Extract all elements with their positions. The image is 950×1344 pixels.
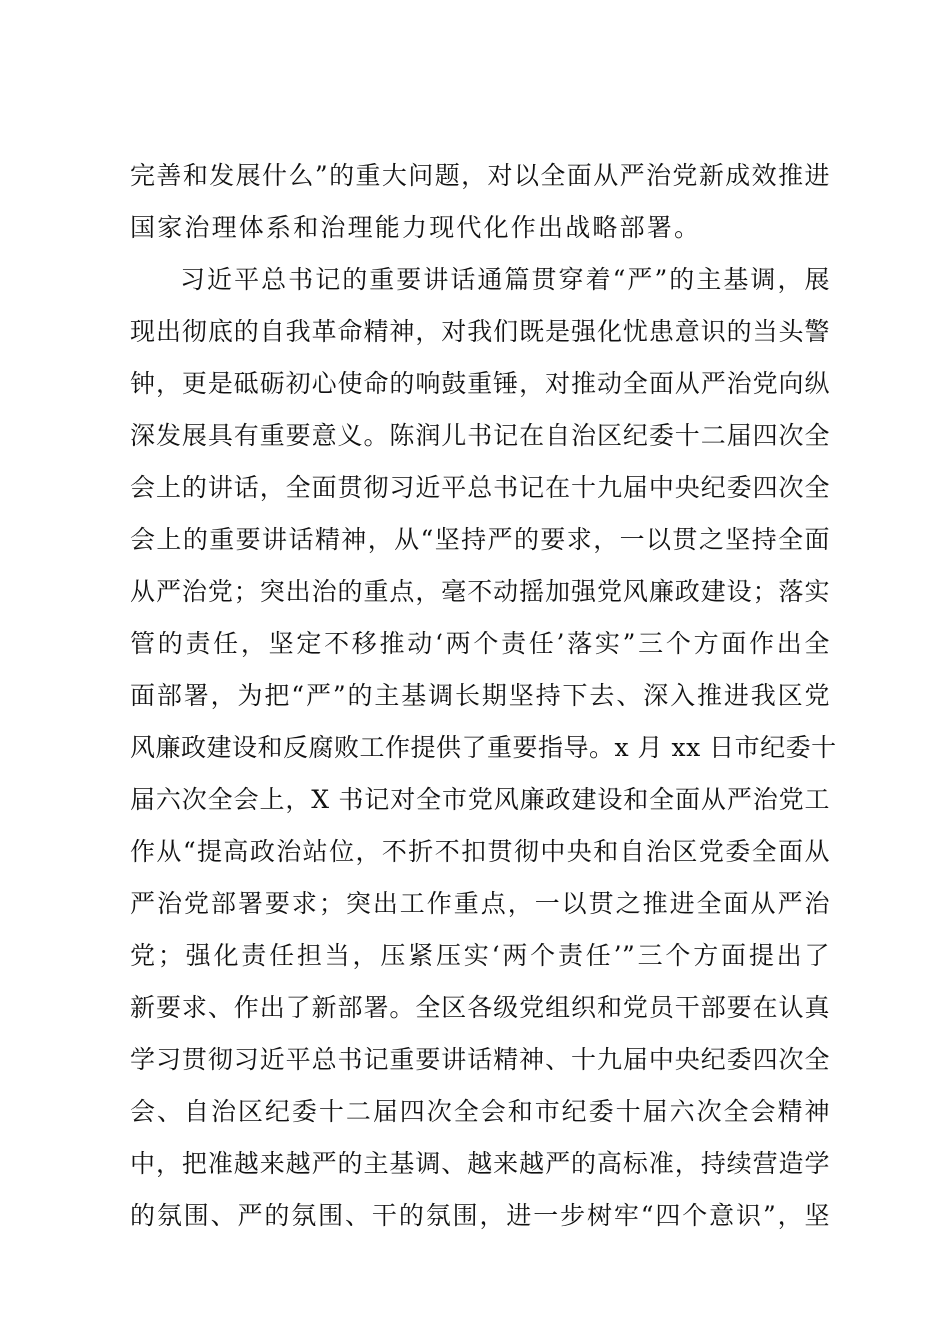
text-line: 完善和发展什么”的重大问题，对以全面从严治党新成效推进 (130, 161, 830, 190)
text-line: 国家治理体系和治理能力现代化作出战略部署。 (130, 213, 702, 242)
text-line: 管的责任，坚定不移推动‘两个责任’落实”三个方面作出全 (130, 629, 830, 658)
text-line: 会、自治区纪委十二届四次全会和市纪委十届六次全会精神 (130, 1097, 830, 1126)
text-line: 现出彻底的自我革命精神，对我们既是强化忧患意识的当头警 (130, 317, 830, 346)
text-line: 风廉政建设和反腐败工作提供了重要指导。x 月 xx 日市纪委十 (130, 733, 837, 762)
text-line: 党；强化责任担当，压紧压实‘两个责任’”三个方面提出了 (130, 941, 830, 970)
text-line: 钟，更是砥砺初心使命的响鼓重锤，对推动全面从严治党向纵 (130, 369, 830, 398)
text-line: 习近平总书记的重要讲话通篇贯穿着“严”的主基调，展 (180, 265, 830, 294)
text-line: 深发展具有重要意义。陈润儿书记在自治区纪委十二届四次全 (130, 421, 830, 450)
text-line: 的氛围、严的氛围、干的氛围，进一步树牢“四个意识”，坚 (130, 1201, 830, 1230)
text-line: 严治党部署要求；突出工作重点，一以贯之推进全面从严治 (130, 889, 830, 918)
text-line: 面部署，为把“严”的主基调长期坚持下去、深入推进我区党 (130, 681, 830, 710)
body-text (130, 150, 837, 1242)
text-line: 会上的讲话，全面贯彻习近平总书记在十九届中央纪委四次全 (130, 473, 830, 502)
text-line: 新要求、作出了新部署。全区各级党组织和党员干部要在认真 (130, 993, 830, 1022)
text-line: 学习贯彻习近平总书记重要讲话精神、十九届中央纪委四次全 (130, 1045, 830, 1074)
text-line: 中，把准越来越严的主基调、越来越严的高标准，持续营造学 (130, 1149, 830, 1178)
text-line: 作从“提高政治站位，不折不扣贯彻中央和自治区党委全面从 (130, 837, 830, 866)
text-line: 届六次全会上，X 书记对全市党风廉政建设和全面从严治党工 (130, 785, 830, 814)
text-line: 从严治党；突出治的重点，毫不动摇加强党风廉政建设；落实 (130, 577, 830, 606)
text-line: 会上的重要讲话精神，从“坚持严的要求，一以贯之坚持全面 (130, 525, 830, 554)
